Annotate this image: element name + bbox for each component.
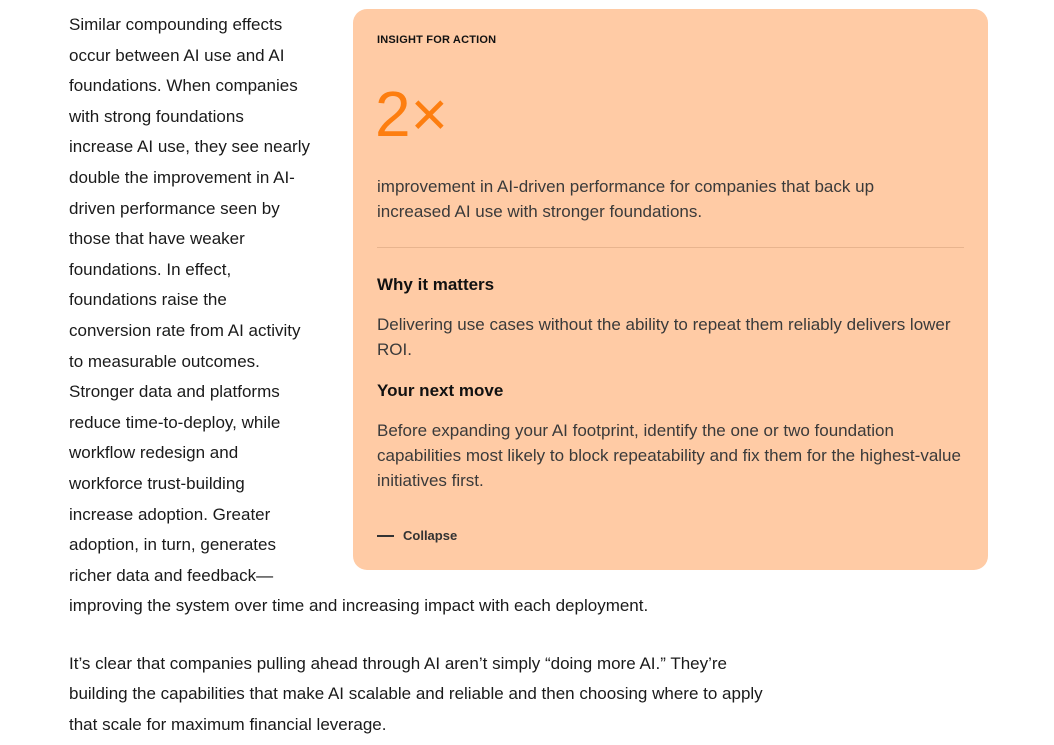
insight-stat: 2× (375, 78, 448, 150)
paragraph-line: that scale for maximum financial leverage. (69, 715, 387, 735)
insight-divider (377, 247, 964, 248)
paragraph-1-wrapped (69, 10, 331, 591)
paragraph-line: those that have weaker (69, 229, 245, 249)
paragraph-line: foundations raise the (69, 290, 227, 310)
paragraph-line: richer data and feedback— (69, 565, 274, 585)
paragraph-line: Similar compounding effects (69, 15, 283, 34)
paragraph-line: double the improvement in AI- (69, 167, 295, 187)
paragraph-line: driven performance seen by (69, 198, 280, 218)
paragraph-line: building the capabilities that make AI scalable and reliable and then choosing where to apply (69, 684, 763, 704)
paragraph-2 (69, 649, 829, 741)
paragraph-line: conversion rate from AI activity (69, 320, 301, 340)
next-move-heading: Your next move (377, 381, 504, 400)
paragraph-line: increase adoption. Greater (69, 504, 271, 524)
why-it-matters-body: Delivering use cases without the ability to repeat them reliably delivers lower ROI. (377, 315, 951, 359)
insight-stat-description: improvement in AI-driven performance for companies that back up increased AI use with stronger foundations. (377, 177, 875, 221)
insight-eyebrow: INSIGHT FOR ACTION (377, 34, 497, 46)
paragraph-line: foundations. In effect, (69, 259, 232, 279)
dash-icon (377, 535, 394, 537)
collapse-button[interactable] (377, 528, 457, 543)
why-it-matters-heading: Why it matters (377, 275, 495, 294)
paragraph-line: Stronger data and platforms (69, 382, 280, 402)
insight-card (353, 9, 988, 570)
next-move-body: Before expanding your AI footprint, identify the one or two foundation capabilities most likely to block repeatability and fix them for the highest-value initiatives first. (377, 421, 961, 490)
paragraph-line: It’s clear that companies pulling ahead through AI aren’t simply “doing more AI.” They’re (69, 653, 728, 673)
paragraph-line: workflow redesign and (69, 443, 239, 463)
paragraph-line: reduce time-to-deploy, while (69, 412, 281, 432)
collapse-label: Collapse (403, 528, 458, 543)
paragraph-line: occur between AI use and AI (69, 45, 285, 65)
paragraph-1-continuation: improving the system over time and increasing impact with each deployment. (69, 596, 649, 616)
paragraph-line: foundations. When companies (69, 76, 298, 96)
paragraph-line: with strong foundations (69, 106, 244, 126)
paragraph-line: to measurable outcomes. (69, 351, 260, 371)
paragraph-line: increase AI use, they see nearly (69, 137, 310, 157)
paragraph-line: workforce trust-building (69, 473, 245, 493)
paragraph-line: adoption, in turn, generates (69, 535, 276, 555)
